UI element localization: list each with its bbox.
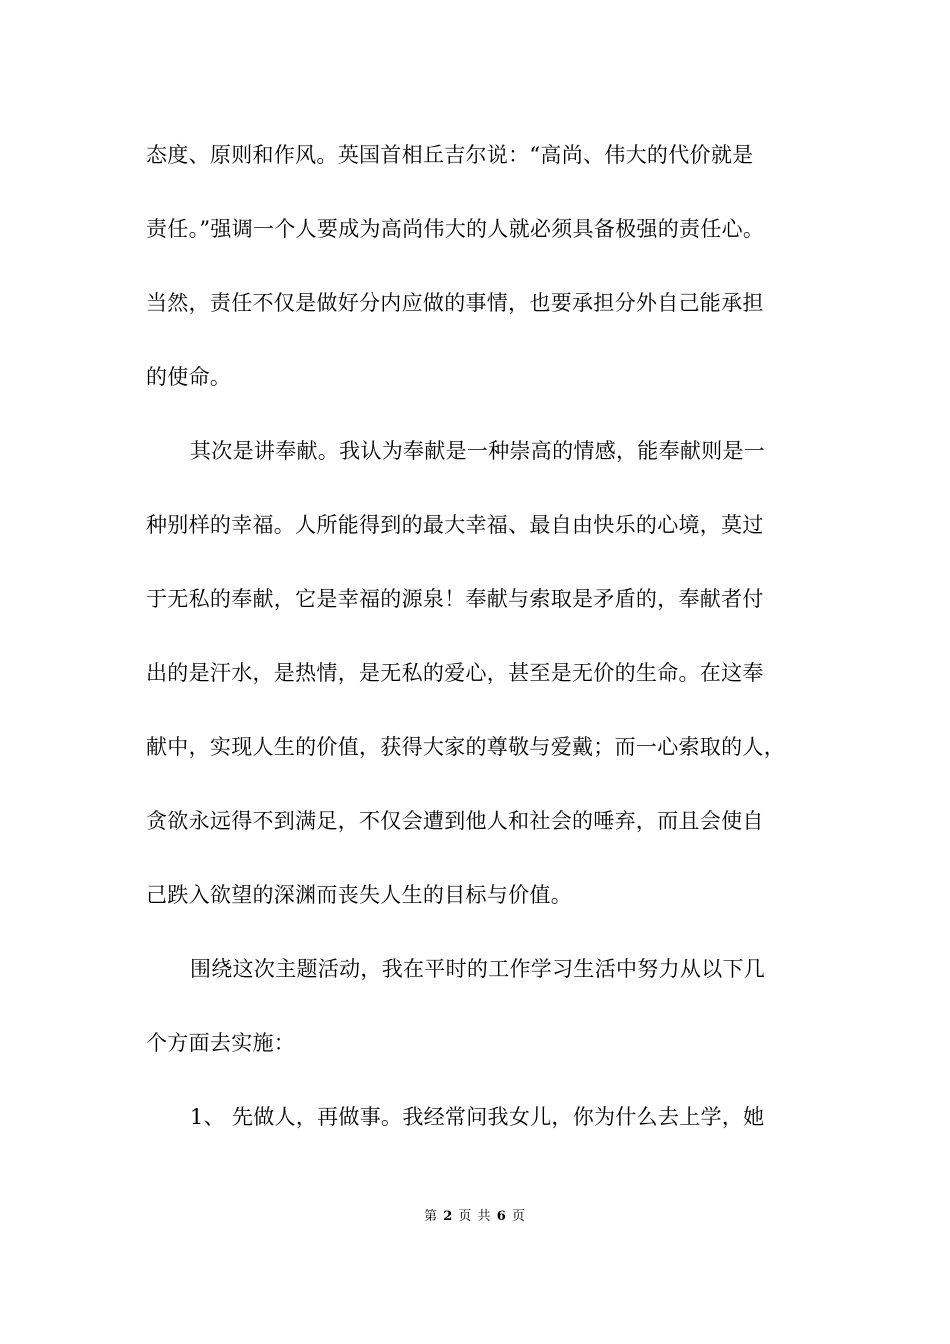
text-line: 种别样的幸福。人所能得到的最大幸福、最自由快乐的心境，莫过: [146, 513, 764, 537]
text-line: 责任。”强调一个人要成为高尚伟大的人就必须具备极强的责任心。: [146, 217, 765, 241]
page-footer: [0, 1208, 950, 1226]
footer-page-number: 2: [443, 1209, 454, 1224]
text-line: 于无私的奉献，它是幸福的源泉！奉献与索取是矛盾的，奉献者付: [146, 587, 764, 611]
footer-total-pages: 6: [496, 1209, 507, 1224]
text-line: 出的是汗水，是热情，是无私的爱心，甚至是无价的生命。在这奉: [146, 661, 764, 685]
footer-prefix: 第: [424, 1209, 439, 1224]
footer-middle: 页 共: [458, 1209, 492, 1224]
text-line: 当然，责任不仅是做好分内应做的事情，也要承担分外自己能承担: [146, 291, 764, 315]
paragraph-start-line: 其次是讲奉献。我认为奉献是一种崇高的情感，能奉献则是一: [190, 439, 766, 463]
paragraph-start-line: 围绕这次主题活动，我在平时的工作学习生活中努力从以下几: [190, 957, 766, 981]
list-item-line: 1、 先做人，再做事。我经常问我女儿，你为什么去上学，她: [190, 1105, 765, 1129]
text-line: 贪欲永远得不到满足，不仅会遭到他人和社会的唾弃，而且会使自: [146, 809, 764, 833]
text-line: 献中，实现人生的价值，获得大家的尊敬与爱戴；而一心索取的人，: [146, 735, 785, 759]
footer-suffix: 页: [511, 1209, 526, 1224]
text-line: 的使命。: [146, 365, 232, 389]
text-line: 己跌入欲望的深渊而丧失人生的目标与价值。: [146, 883, 572, 907]
text-line: 态度、原则和作风。英国首相丘吉尔说：“高尚、伟大的代价就是: [146, 143, 754, 167]
text-line: 个方面去实施：: [146, 1031, 296, 1055]
